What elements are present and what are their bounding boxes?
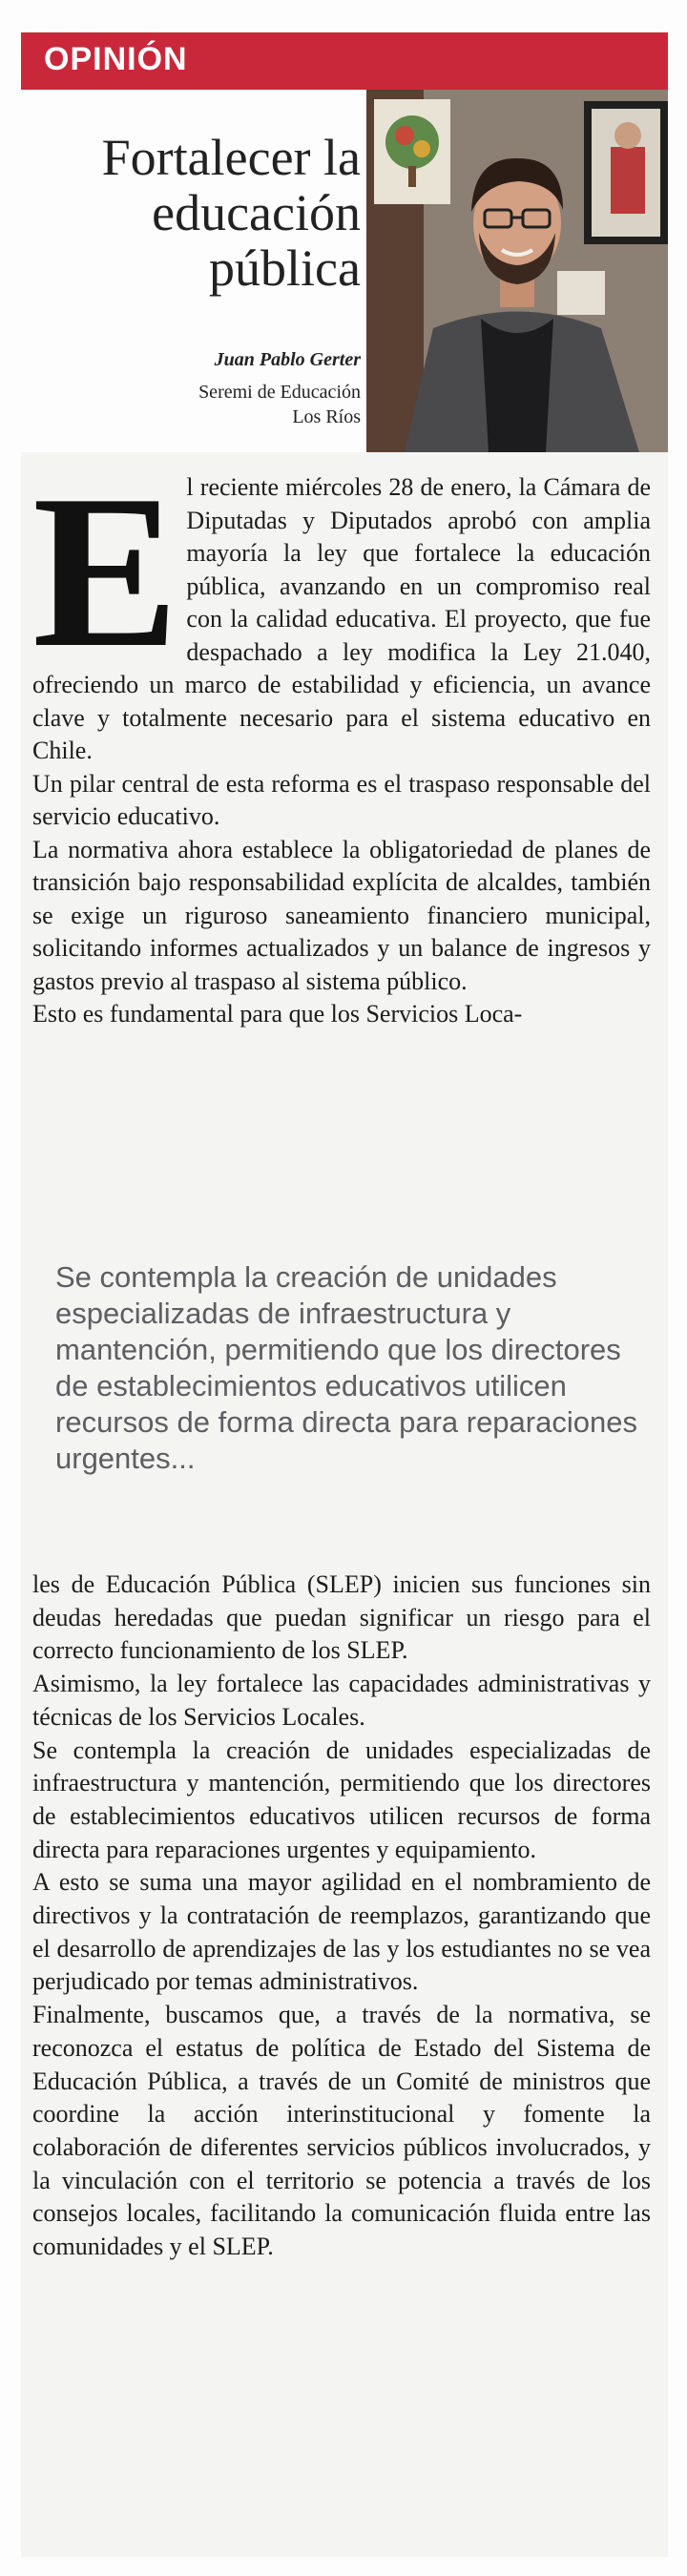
paragraph: A esto se suma una mayor agilidad en el nombramiento de directivos y la contratación de reemplazos, garantizando que el desarrollo de aprendizajes de las y los estudiantes no se vea perjudicado por temas administrativos. (32, 1868, 651, 1996)
author-portrait-icon (366, 90, 668, 452)
paragraph: Asimismo, la ley fortalece las capacidades administrativas y técnicas de los Servicios Locales. (32, 1670, 651, 1731)
paragraph: La normativa ahora establece la obligatoriedad de planes de transición bajo responsabilidad explícita de alcaldes, también se exige un riguroso saneamiento financiero municipal, solicitando informes actualizados y un balance de ingresos y gastos previo al traspaso al sistema público. (32, 835, 651, 995)
pull-quote: Se contempla la creación de unidades especializadas de infraestructura y mantención, permitiendo que los directores de establecimientos educativos utilicen recursos de forma directa para reparaciones urgentes... (55, 1260, 637, 1475)
section-label: OPINIÓN (44, 41, 188, 77)
author-portrait (366, 90, 668, 452)
paragraph: les de Educación Pública (SLEP) inicien sus funciones sin deudas heredadas que puedan significar un riesgo para el correcto funcionamiento de los SLEP. (32, 1570, 651, 1665)
headline: Fortalecer la educación pública (101, 129, 361, 297)
dropcap: E (32, 449, 179, 693)
paragraph: l reciente miércoles 28 de enero, la Cámara de Diputadas y Diputados aprobó con amplia mayoría la ley que fortalece la educación pública, avanzando en un compromiso real con la calidad educativa. El proyecto, que fue despachado a ley modifica la Ley 21.040, ofreciendo un marco de estabilidad y eficiencia, un avance clave y totalmente necesario para el sistema educativo en Chile. (32, 473, 651, 764)
author-name: Juan Pablo Gerter (214, 349, 361, 370)
paragraph: Finalmente, buscamos que, a través de la normativa, se reconozca el estatus de política de Estado del Sistema de Educación Pública, a través de un Comité de ministros que coordine la acción interinstitucional y fomente la colaboración de diferentes servicios públicos involucrados, y la vinculación con el territorio se potencia a través de los consejos locales, facilitando la comunicación fluida entre las comunidades y el SLEP. (32, 2001, 651, 2261)
paragraph: Esto es fundamental para que los Servicios Loca- (32, 1000, 523, 1028)
article-header (21, 90, 364, 452)
article-column-bottom (32, 1568, 651, 2264)
article-body (21, 449, 668, 2557)
section-banner (21, 32, 668, 90)
author-role: Seremi de Educación (198, 382, 361, 403)
author-region: Los Ríos (292, 406, 361, 427)
paragraph: Se contempla la creación de unidades especializadas de infraestructura y mantención, permitiendo que los directores de establecimientos educativos utilicen recursos de forma directa para reparaciones urgentes y equipamiento. (32, 1735, 651, 1863)
article-column-top (32, 449, 651, 1031)
paragraph: Un pilar central de esta reforma es el traspaso responsable del servicio educativo. (32, 769, 651, 830)
